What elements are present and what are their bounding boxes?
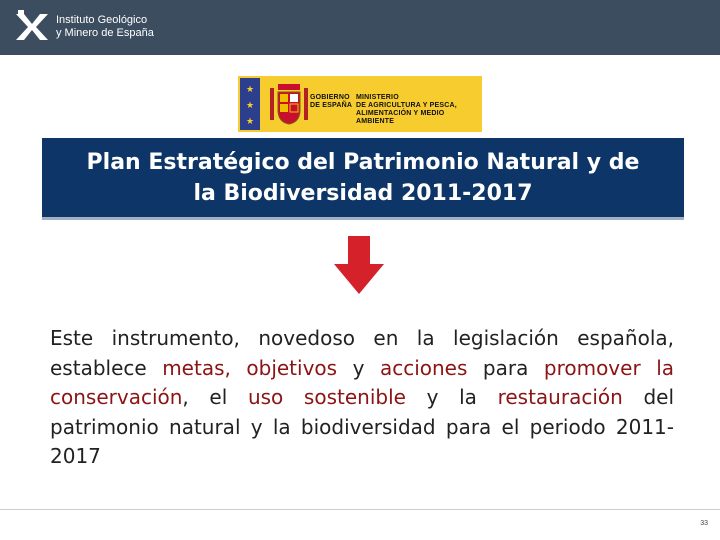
ministry-line2: DE AGRICULTURA Y PESCA, [356, 102, 457, 109]
svg-text:★: ★ [245, 85, 255, 95]
body-text-segment: y [337, 355, 380, 380]
page-number: 33 [700, 520, 708, 527]
gov-line1: GOBIERNO [310, 94, 350, 101]
description-paragraph [50, 324, 674, 472]
highlighted-phrase: metas, objetivos [162, 355, 338, 380]
body-text-segment: Este instrumento, novedoso en la legislación española, establece [50, 326, 674, 380]
footer-divider [0, 509, 720, 510]
igme-logo-icon [14, 10, 50, 44]
coat-of-arms-icon [266, 80, 312, 128]
slide-title [87, 147, 640, 209]
title-line1: Plan Estratégico del Patrimonio Natural y de [86, 149, 640, 175]
highlighted-phrase: restauración [497, 385, 623, 409]
org-name-line2: y Minero de España [56, 27, 154, 39]
highlighted-phrase: promover la conservación [50, 355, 675, 409]
star-icon [240, 78, 260, 130]
eu-flag-strip [240, 78, 260, 130]
gov-line2: DE ESPAÑA [310, 102, 353, 109]
org-name-line1: Instituto Geológico [56, 14, 148, 26]
title-line2: la Biodiversidad 2011-2017 [193, 180, 533, 206]
org-name [56, 14, 154, 40]
svg-text:★: ★ [245, 101, 255, 111]
header-bar [0, 0, 720, 55]
government-logo [238, 76, 482, 132]
ministry-line1: MINISTERIO [356, 94, 399, 101]
svg-text:★: ★ [245, 117, 255, 127]
highlighted-phrase: acciones [379, 355, 468, 380]
ministry-line3: ALIMENTACIÓN Y MEDIO AMBIENTE [356, 110, 445, 125]
government-label [310, 94, 352, 110]
body-text-segment: y la [405, 385, 498, 409]
body-text-segment: , el [182, 385, 248, 409]
title-banner [42, 138, 684, 220]
highlighted-phrase: uso sostenible [247, 385, 406, 409]
body-text-segment: para [467, 355, 544, 380]
ministry-label [356, 94, 482, 126]
body-text-segment: del patrimonio natural y la biodiversidad para el periodo 2011-2017 [50, 385, 675, 468]
arrow-down-icon [334, 236, 384, 294]
